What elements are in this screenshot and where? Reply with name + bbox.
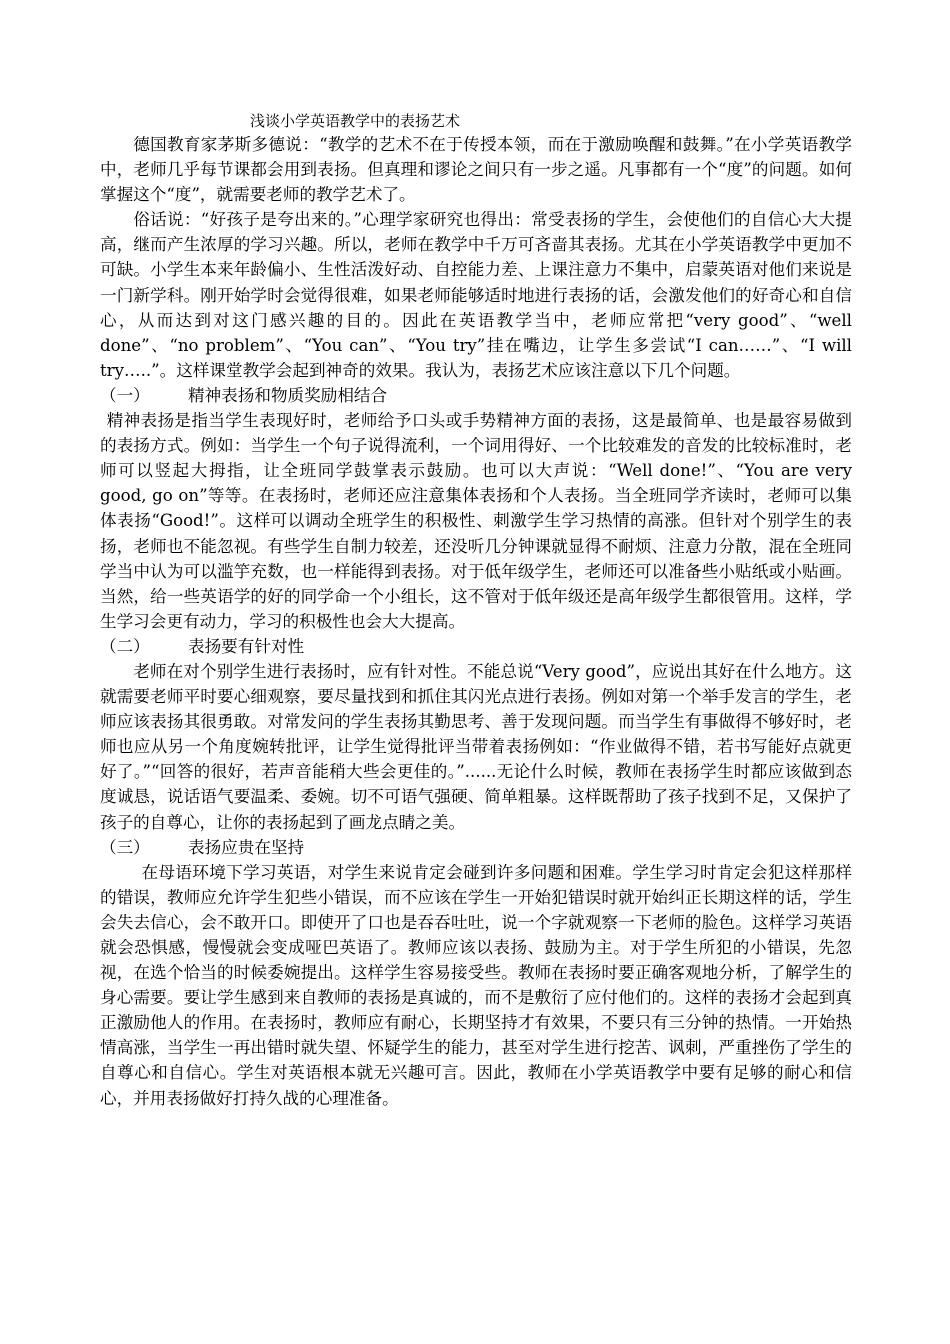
section-body-2: 老师在对个别学生进行表扬时，应有针对性。不能总说“Very good”，应说出其好在什么地方。这就需要老师平时要心细观察，要尽量找到和抓住其闪光点进行表扬。例如对第一个举手发言的学生，老师应该表扬其很勇敢。对常发问的学生表扬其勤思考、善于发现问题。而当学生有事做得不够好时，老师也应从另一个角度婉转批评，让学生觉得批评当带着表扬例如：“作业做得不错，若书写能好点就更好了。”“回答的很好，若声音能稍大些会更佳的。”......无论什么时候，教师在表扬学生时都应该做到态度诚恳，说话语气要温柔、委婉。切不可语气强硬、简单粗暴。这样既帮助了孩子找到不足，又保护了孩子的自尊心，让你的表扬起到了画龙点睛之美。	[100, 661, 852, 832]
section-heading-3	[100, 835, 852, 860]
section-heading-1	[100, 383, 852, 408]
section-number: （一）	[100, 385, 150, 405]
section-heading-2	[100, 634, 852, 659]
section-number: （二）	[100, 636, 150, 656]
section-number: （三）	[100, 837, 150, 857]
document-page	[100, 110, 852, 1111]
section-heading-text: 表扬要有针对性	[188, 636, 305, 656]
intro-paragraph-2: 俗话说：“好孩子是夸出来的。”心理学家研究也得出：常受表扬的学生，会使他们的自信心大大提高，继而产生浓厚的学习兴趣。所以，老师在教学中千万可吝啬其表扬。尤其在小学英语教学中更加不可缺。小学生本来年龄偏小、生性活泼好动、自控能力差、上课注意力不集中，启蒙英语对他们来说是一门新学科。刚开始学时会觉得很难，如果老师能够适时地进行表扬的话，会激发他们的好奇心和自信心，从而达到对这门感兴趣的目的。因此在英语教学当中，老师应常把“very good”、“well done”、“no problem”、“You can”、“You try”挂在嘴边，让学生多尝试“I can……”、“I will try…..”。这样课堂教学会起到神奇的效果。我认为，表扬艺术应该注意以下几个问题。	[100, 210, 852, 380]
section-heading-text: 精神表扬和物质奖励相结合	[188, 385, 388, 405]
document-title: 浅谈小学英语教学中的表扬艺术	[250, 112, 461, 130]
section-body-1: 精神表扬是指当学生表现好时，老师给予口头或手势精神方面的表扬，这是最简单、也是最容易做到的表扬方式。例如：当学生一个句子说得流利，一个词用得好、一个比较难发的音发的比较标准时，老师可以竖起大拇指，让全班同学鼓掌表示鼓励。也可以大声说：“Well done!”、“You are very good, go on”等等。在表扬时，老师还应注意集体表扬和个人表扬。当全班同学齐读时，老师可以集体表扬“Good!”。这样可以调动全班学生的积极性、刺激学生学习热情的高涨。但针对个别学生的表扬，老师也不能忽视。有些学生自制力较差，还没听几分钟课就显得不耐烦、注意力分散，混在全班同学当中认为可以滥竽充数，也一样能得到表扬。对于低年级学生，老师还可以准备些小贴纸或小贴画。当然，给一些英语学的好的同学命一个小组长，这不管对于低年级还是高年级学生都很管用。这样，学生学习会更有动力，学习的积极性也会大大提高。	[100, 411, 852, 631]
section-body-3: 在母语环境下学习英语，对学生来说肯定会碰到许多问题和困难。学生学习时肯定会犯这样那样的错误，教师应允许学生犯些小错误，而不应该在学生一开始犯错误时就开始纠正长期这样的话，学生会失去信心，会不敢开口。即使开了口也是吞吞吐吐，说一个字就观察一下老师的脸色。这样学习英语就会恐惧感，慢慢就会变成哑巴英语了。教师应该以表扬、鼓励为主。对于学生所犯的小错误，先忽视，在选个恰当的时候委婉提出。这样学生容易接受些。教师在表扬时要正确客观地分析，了解学生的身心需要。要让学生感到来自教师的表扬是真诚的，而不是敷衍了应付他们的。这样的表扬才会起到真正激励他人的作用。在表扬时，教师应有耐心，长期坚持才有效果，不要只有三分钟的热情。一开始热情高涨，当学生一再出错时就失望、怀疑学生的能力，甚至对学生进行挖苦、讽刺，严重挫伤了学生的自尊心和自信心。学生对英语根本就无兴趣可言。因此，教师在小学英语教学中要有足够的耐心和信心，并用表扬做好打持久战的心理准备。	[100, 862, 852, 1108]
intro-paragraph-1: 德国教育家茅斯多德说：“教学的艺术不在于传授本领，而在于激励唤醒和鼓舞。”在小学英语教学中，老师几乎每节课都会用到表扬。但真理和谬论之间只有一步之遥。凡事都有一个“度”的问题。如何掌握这个“度”，就需要老师的教学艺术了。	[100, 135, 852, 205]
section-heading-text: 表扬应贵在坚持	[188, 837, 305, 857]
